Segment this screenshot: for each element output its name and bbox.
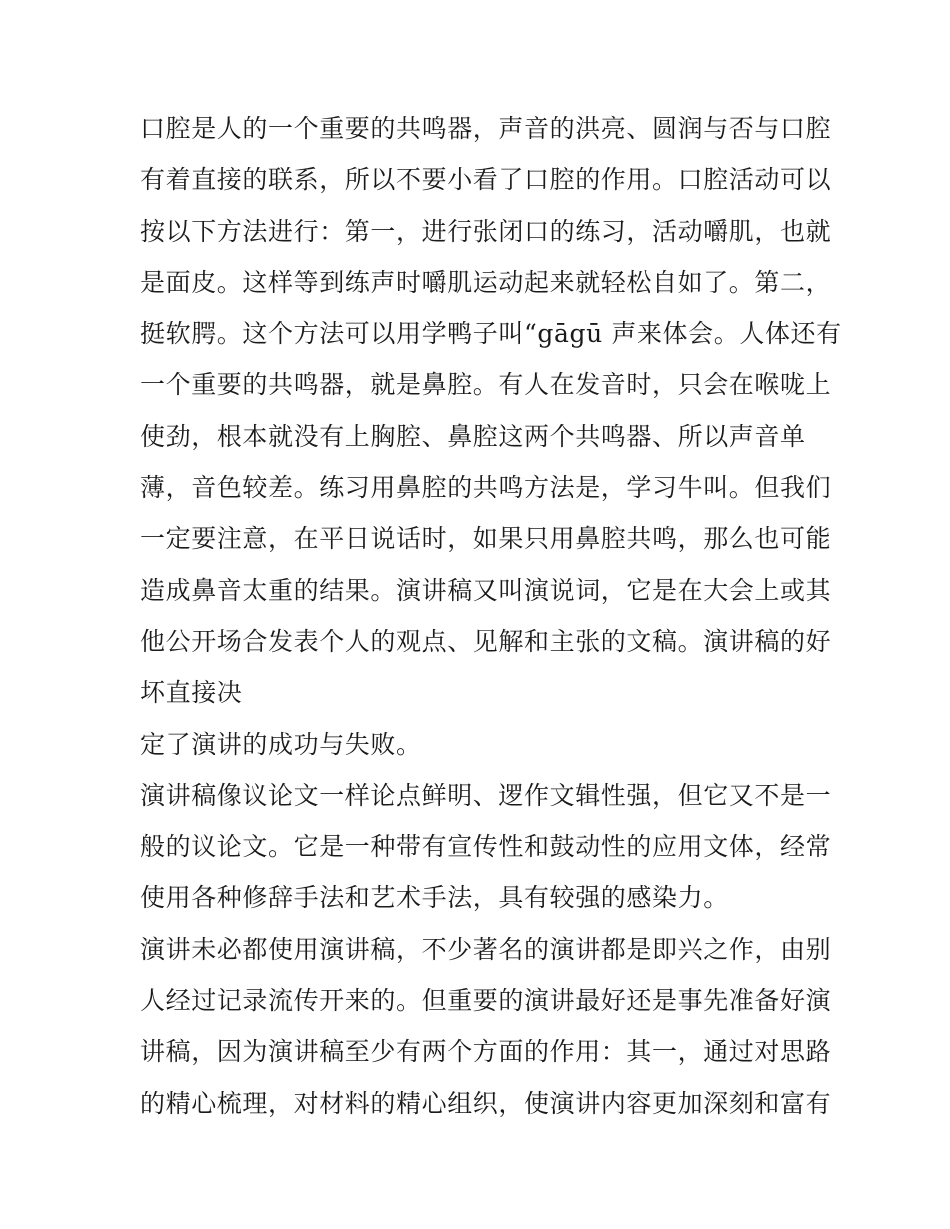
text-line: 口腔是人的一个重要的共鸣器，声音的洪亮、圆润与否与口腔 — [140, 114, 832, 143]
text-line: 造成鼻音太重的结果。演讲稿又叫演说词，它是在大会上或其 — [140, 575, 832, 605]
text-line: 坏直接决 — [140, 678, 243, 708]
text-line: 般的议论文。它是一种带有宣传性和鼓动性的应用文体，经常 — [140, 832, 832, 862]
text-line: 薄，音色较差。练习用鼻腔的共鸣方法是，学习牛叫。但我们 — [140, 473, 832, 503]
text-line: 人经过记录流传开来的。但重要的演讲最好还是事先准备好演 — [140, 986, 832, 1016]
text-line: 演讲稿像议论文一样论点鲜明、逻作文辑性强，但它又不是一 — [140, 780, 832, 810]
text-line: 的精心梳理，对材料的精心组织，使演讲内容更加深刻和富有 — [140, 1088, 832, 1118]
text-line: 挺软腭。这个方法可以用学鸭子叫“gāgū 声来体会。人体还有 — [140, 319, 842, 349]
text-line: 定了演讲的成功与失败。 — [140, 729, 422, 759]
text-line: 是面皮。这样等到练声时嚼肌运动起来就轻松自如了。第二， — [140, 267, 832, 297]
text-line: 使劲，根本就没有上胸腔、鼻腔这两个共鸣器、所以声音单 — [140, 421, 806, 451]
text-line: 他公开场合发表个人的观点、见解和主张的文稿。演讲稿的好 — [140, 626, 832, 656]
text-line: 有着直接的联系，所以不要小看了口腔的作用。口腔活动可以 — [140, 165, 832, 195]
document-body — [140, 103, 842, 1129]
text-line: 讲稿，因为演讲稿至少有两个方面的作用：其一，通过对思路 — [140, 1037, 832, 1067]
text-line: 一定要注意，在平日说话时，如果只用鼻腔共鸣，那么也可能 — [140, 524, 832, 554]
text-line: 按以下方法进行：第一，进行张闭口的练习，活动嚼肌，也就 — [140, 216, 832, 246]
text-line: 使用各种修辞手法和艺术手法，具有较强的感染力。 — [140, 883, 729, 913]
text-line: 一个重要的共鸣器，就是鼻腔。有人在发音时，只会在喉咙上 — [140, 370, 832, 400]
text-line: 演讲未必都使用演讲稿，不少著名的演讲都是即兴之作，由别 — [140, 934, 832, 964]
